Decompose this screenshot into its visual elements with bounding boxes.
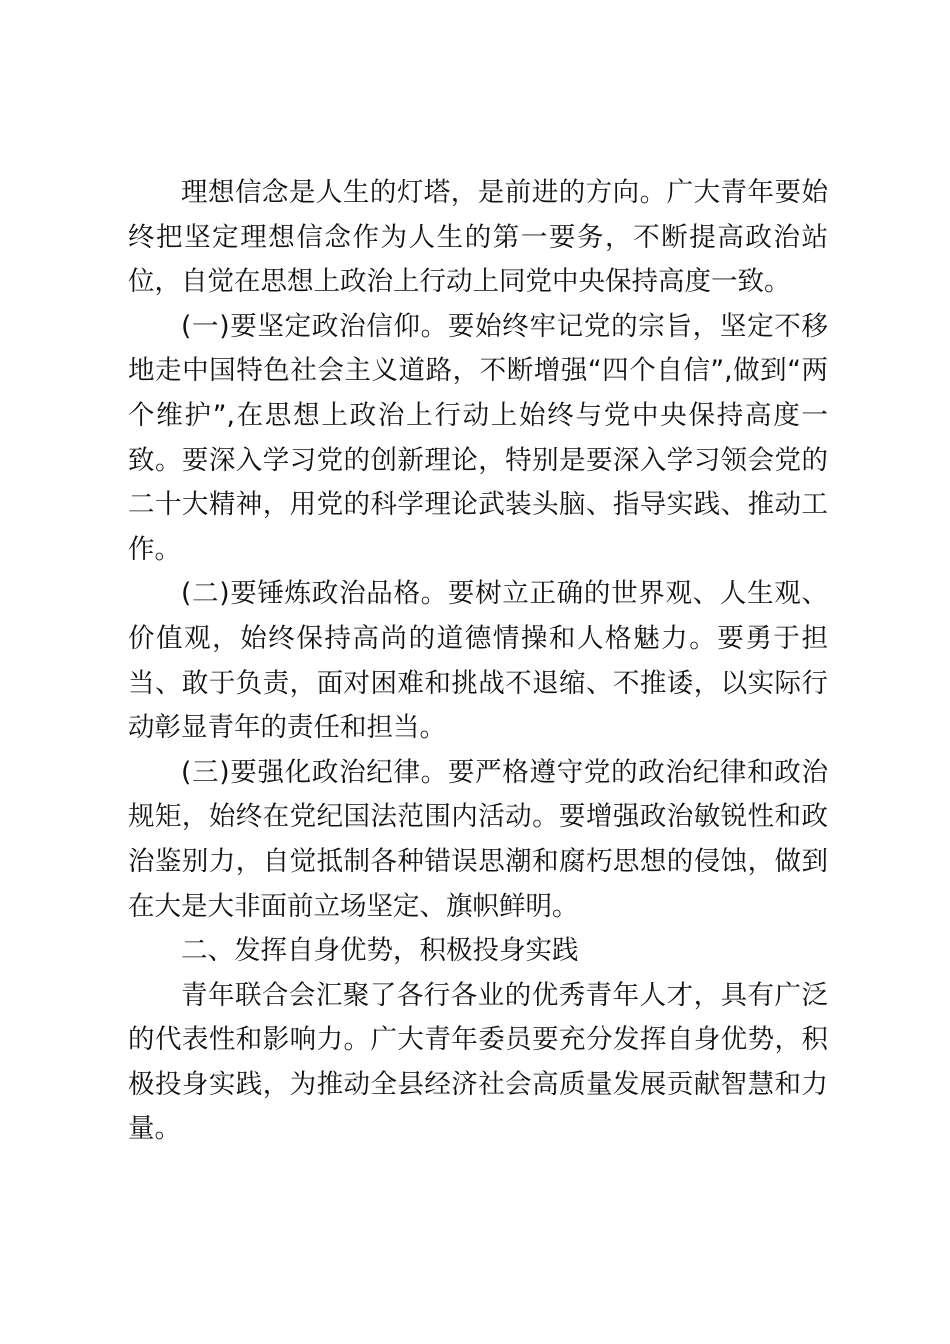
section-heading-2: 二、发挥自身优势，积极投身实践 [181,935,579,967]
paragraph-section-3: (三)要强化政治纪律。要严格遵守党的政治纪律和政治规矩，始终在党纪国法范围内活动。要增强政治敏锐性和政治鉴别力，自觉抵制各种错误思潮和腐朽思想的侵蚀，做到在大是大非面前立场坚定、旗帜鲜明。 [128,756,828,922]
paragraph-ideals: 理想信念是人生的灯塔，是前进的方向。广大青年要始终把坚定理想信念作为人生的第一要务，不断提高政治站位，自觉在思想上政治上行动上同党中央保持高度一致。 [128,177,828,298]
paragraph-section-2: (二)要锤炼政治品格。要树立正确的世界观、人生观、价值观，始终保持高尚的道德情操和人格魅力。要勇于担当、敢于负责，面对困难和挑战不退缩、不推诿，以实际行动彰显青年的责任和担当。 [128,578,828,744]
document-body [128,171,828,1152]
paragraph-youth-federation: 青年联合会汇聚了各行各业的优秀青年人才，具有广泛的代表性和影响力。广大青年委员要充分发挥自身优势，积极投身实践，为推动全县经济社会高质量发展贡献智慧和力量。 [128,979,828,1145]
paragraph-section-1: (一)要坚定政治信仰。要始终牢记党的宗旨，坚定不移地走中国特色社会主义道路，不断增强“四个自信”,做到“两个维护”,在思想上政治上行动上始终与党中央保持高度一致。要深入学习党的创新理论，特别是要深入学习领会党的二十大精神，用党的科学理论武装头脑、指导实践、推动工作。 [128,310,828,565]
